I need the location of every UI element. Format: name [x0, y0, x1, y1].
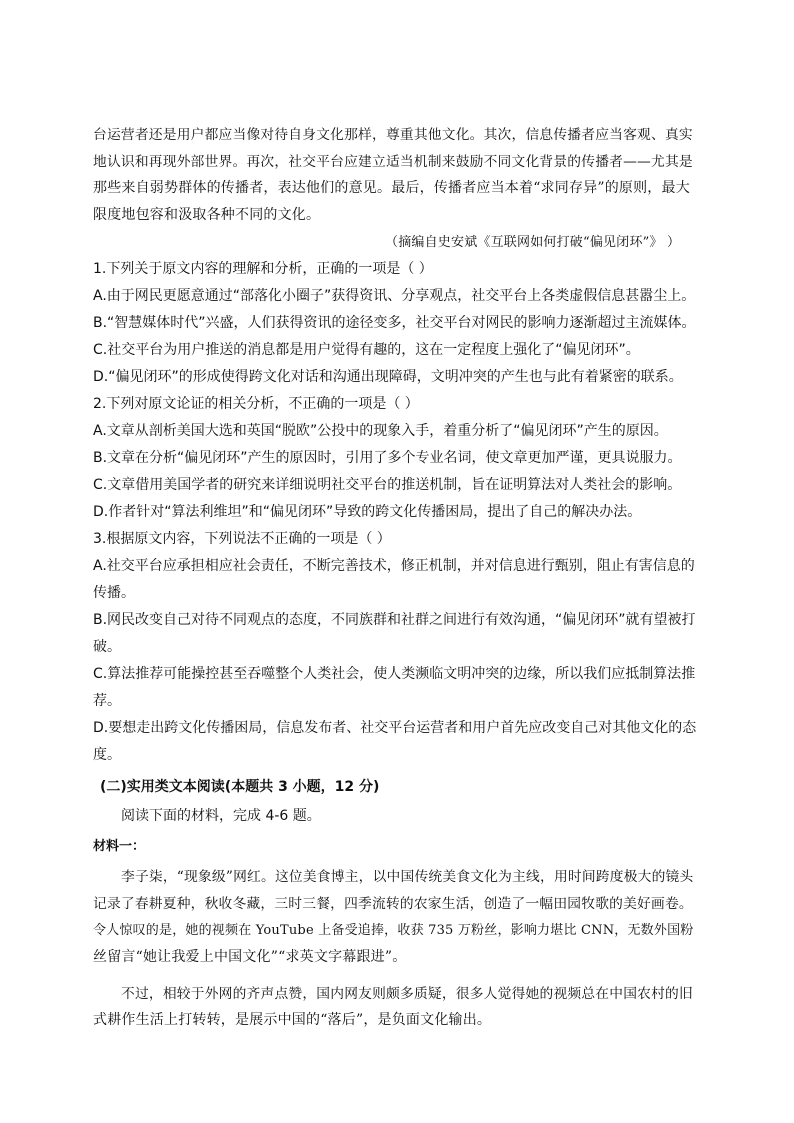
question-2-option-b: B.文章在分析“偏见闭环”产生的原因时，引用了多个专业名词，使文章更加严谨，更具说服力。 [93, 450, 682, 466]
question-1-option-b: B.“智慧媒体时代”兴盛，人们获得资讯的途径变多，社交平台对网民的影响力逐渐超过主流媒体。 [93, 315, 696, 331]
question-1-option-c: C.社交平台为用户推送的消息都是用户觉得有趣的，这在一定程度上强化了“偏见闭环”。 [93, 342, 640, 358]
question-1-option-a: A.由于网民更愿意通过“部落化小圈子”获得资讯、分享观点，社交平台上各类虚假信息甚嚣尘上。 [93, 288, 696, 304]
question-1-option-d: D.“偏见闭环”的形成使得跨文化对话和沟通出现障碍，文明冲突的产生也与此有着紧密的联系。 [93, 369, 683, 385]
passage-line: 限度地包容和汲取各种不同的文化。 [93, 207, 321, 223]
question-2-stem: 2.下列对原文论证的相关分析，不正确的一项是（ ） [93, 396, 419, 412]
question-3-stem: 3.根据原文内容，下列说法不正确的一项是（ ） [93, 531, 391, 547]
source-citation: （摘编自史安斌《互联网如何打破“偏见闭环”》 ） [385, 235, 681, 250]
question-3-option-a: A.社交平台应承担相应社会责任，不断完善技术，修正机制，并对信息进行甄别，阻止有害信息的 [93, 558, 695, 574]
material-line: 不过，相较于外网的齐声点赞，国内网友则颇多质疑，很多人觉得她的视频总在中国农村的旧 [121, 986, 693, 1002]
material-label: 材料一： [93, 839, 146, 854]
section-instruction: 阅读下面的材料，完成 4-6 题。 [121, 808, 321, 824]
question-2-option-d: D.作者针对“算法利维坦”和“偏见闭环”导致的跨文化传播困局，提出了自己的解决办法。 [93, 504, 642, 520]
question-3-option-c: C.算法推荐可能操控甚至吞噬整个人类社会，使人类濒临文明冲突的边缘，所以我们应抵制算法推 [93, 666, 696, 682]
passage-line: 那些来自弱势群体的传播者，表达他们的意见。最后，传播者应当本着“求同存异”的原则，最大 [93, 180, 690, 196]
passage-line: 台运营者还是用户都应当像对待自身文化那样，尊重其他文化。其次，信息传播者应当客观、真实 [93, 127, 693, 143]
material-line: 丝留言“她让我爱上中国文化”“求英文字幕跟进”。 [93, 949, 407, 965]
question-3-option-b-cont: 破。 [93, 639, 121, 655]
question-2-option-a: A.文章从剖析美国大选和英国“脱欧”公投中的现象入手，着重分析了“偏见闭环”产生的原因。 [93, 423, 668, 439]
material-line: 令人惊叹的是，她的视频在 YouTube 上备受追捧，收获 735 万粉丝，影响力堪比 CNN，无数外国粉 [93, 923, 694, 938]
material-line: 李子柒，“现象级”网红。这位美食博主，以中国传统美食文化为主线，用时间跨度极大的镜头 [121, 869, 694, 885]
material-line: 记录了春耕夏种，秋收冬藏，三时三餐，四季流转的农家生活，创造了一幅田园牧歌的美好画卷。 [93, 896, 693, 912]
passage-line: 地认识和再现外部世界。再次，社交平台应建立适当机制来鼓励不同文化背景的传播者——尤其是 [93, 154, 693, 170]
question-3-option-d-cont: 度。 [93, 747, 121, 763]
question-1-stem: 1.下列关于原文内容的理解和分析，正确的一项是（ ） [93, 261, 433, 277]
question-3-option-c-cont: 荐。 [93, 693, 121, 709]
section-title: (二)实用类文本阅读(本题共 3 小题，12 分) [100, 779, 380, 795]
question-3-option-a-cont: 传播。 [93, 585, 135, 601]
material-line: 式耕作生活上打转转，是展示中国的“落后”，是负面文化输出。 [93, 1012, 492, 1028]
question-2-option-c: C.文章借用美国学者的研究来详细说明社交平台的推送机制，旨在证明算法对人类社会的影响。 [93, 477, 682, 493]
question-3-option-b: B.网民改变自己对待不同观点的态度，不同族群和社群之间进行有效沟通，“偏见闭环”就有望被打 [93, 612, 696, 628]
question-3-option-d: D.要想走出跨文化传播困局，信息发布者、社交平台运营者和用户首先应改变自己对其他文化的态 [93, 720, 697, 736]
